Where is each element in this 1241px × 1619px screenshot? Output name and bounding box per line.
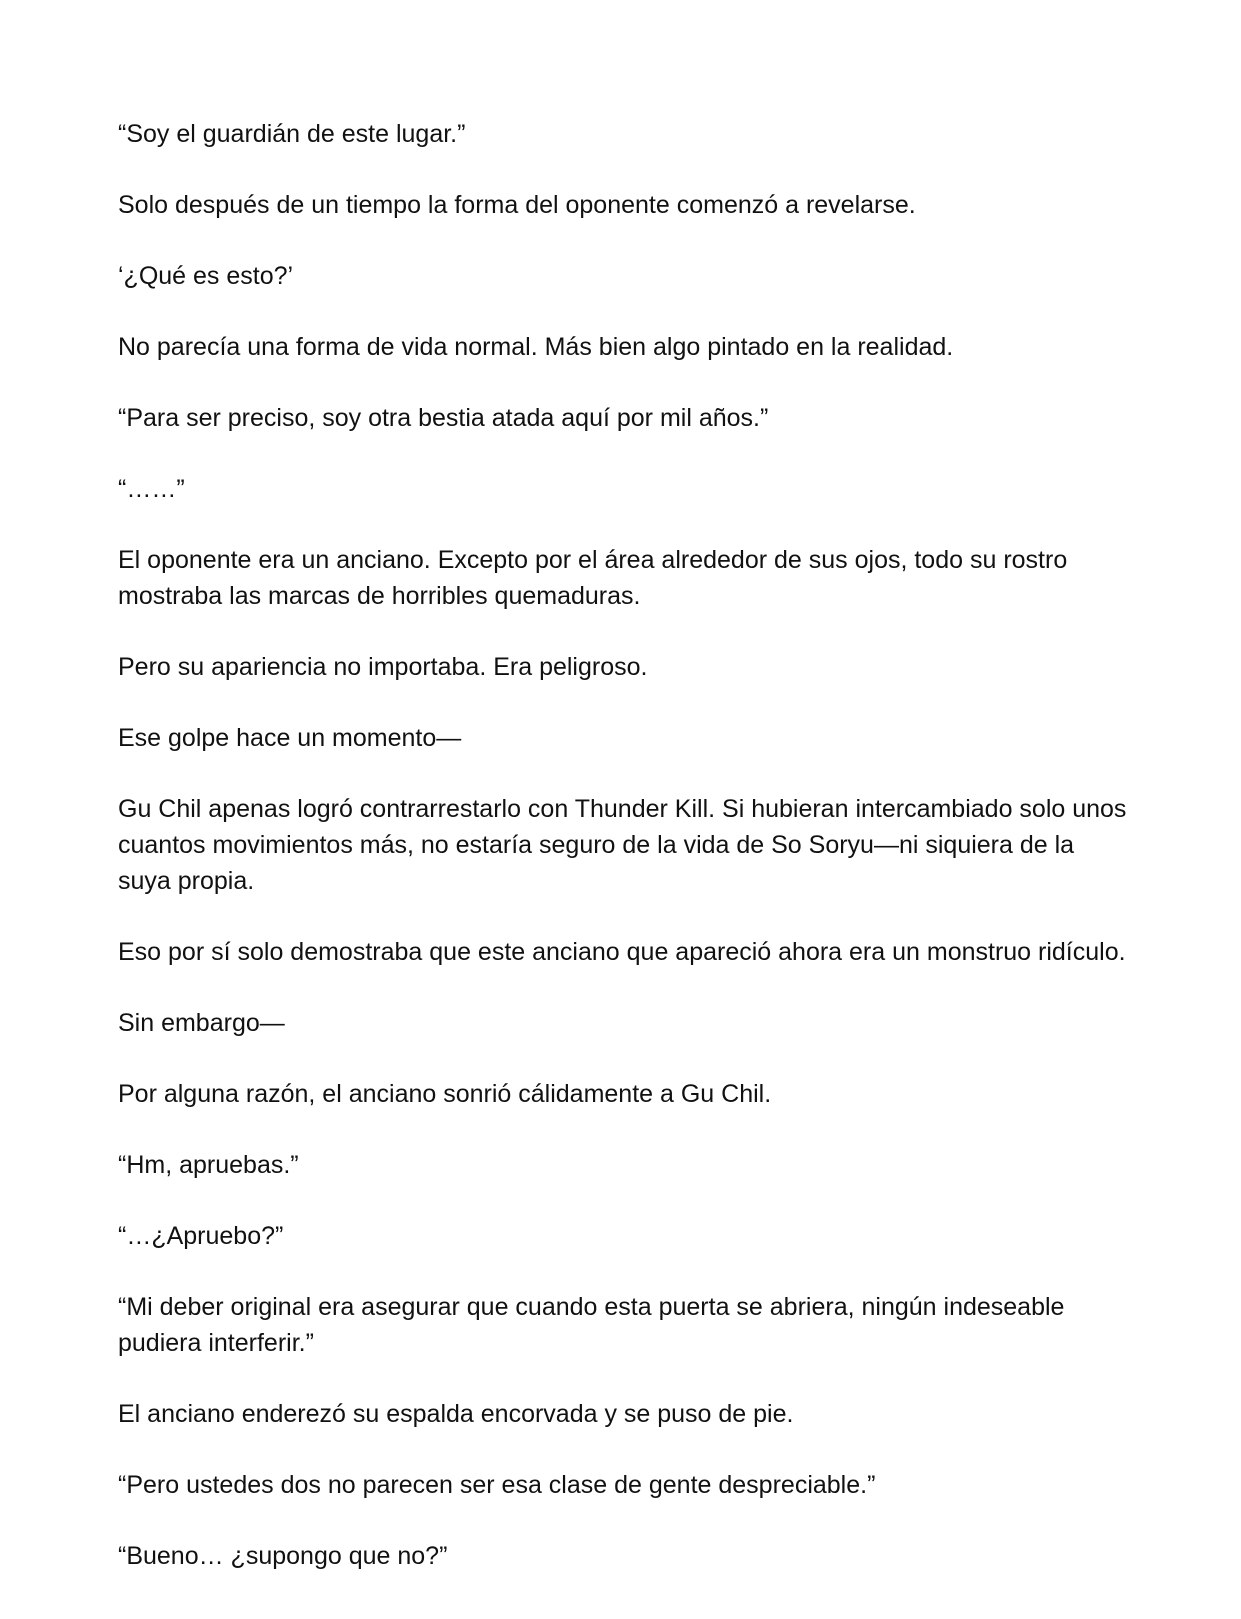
paragraph: “Para ser preciso, soy otra bestia atada aquí por mil años.” xyxy=(118,404,769,432)
paragraph: Solo después de un tiempo la forma del oponente comenzó a revelarse. xyxy=(118,191,916,219)
paragraph: Pero su apariencia no importaba. Era peligroso. xyxy=(118,653,648,681)
paragraph: “Mi deber original era asegurar que cuando esta puerta se abriera, ningún indeseable pudiera interferir.” xyxy=(118,1293,1065,1357)
paragraph: “Bueno… ¿supongo que no?” xyxy=(118,1542,448,1570)
paragraph: “…¿Apruebo?” xyxy=(118,1222,284,1250)
paragraph: Gu Chil apenas logró contrarrestarlo con Thunder Kill. Si hubieran intercambiado solo unos cuantos movimientos más, no estaría seguro de la vida de So Soryu—ni siquiera de la suya propia. xyxy=(118,795,1127,895)
paragraph: El oponente era un anciano. Excepto por el área alrededor de sus ojos, todo su rostro mostraba las marcas de horribles quemaduras. xyxy=(118,546,1068,610)
paragraph: Sin embargo— xyxy=(118,1009,285,1037)
paragraph: Eso por sí solo demostraba que este anciano que apareció ahora era un monstruo ridículo. xyxy=(118,938,1126,966)
paragraph: “Pero ustedes dos no parecen ser esa clase de gente despreciable.” xyxy=(118,1471,876,1499)
text-body xyxy=(118,116,1130,1609)
paragraph: Ese golpe hace un momento— xyxy=(118,724,462,752)
paragraph: No parecía una forma de vida normal. Más bien algo pintado en la realidad. xyxy=(118,333,954,361)
paragraph: El anciano enderezó su espalda encorvada y se puso de pie. xyxy=(118,1400,794,1428)
paragraph: Por alguna razón, el anciano sonrió cálidamente a Gu Chil. xyxy=(118,1080,772,1108)
paragraph: “Soy el guardián de este lugar.” xyxy=(118,120,466,148)
paragraph: “……” xyxy=(118,475,185,503)
paragraph: “Hm, apruebas.” xyxy=(118,1151,299,1179)
paragraph: ‘¿Qué es esto?’ xyxy=(118,262,294,290)
